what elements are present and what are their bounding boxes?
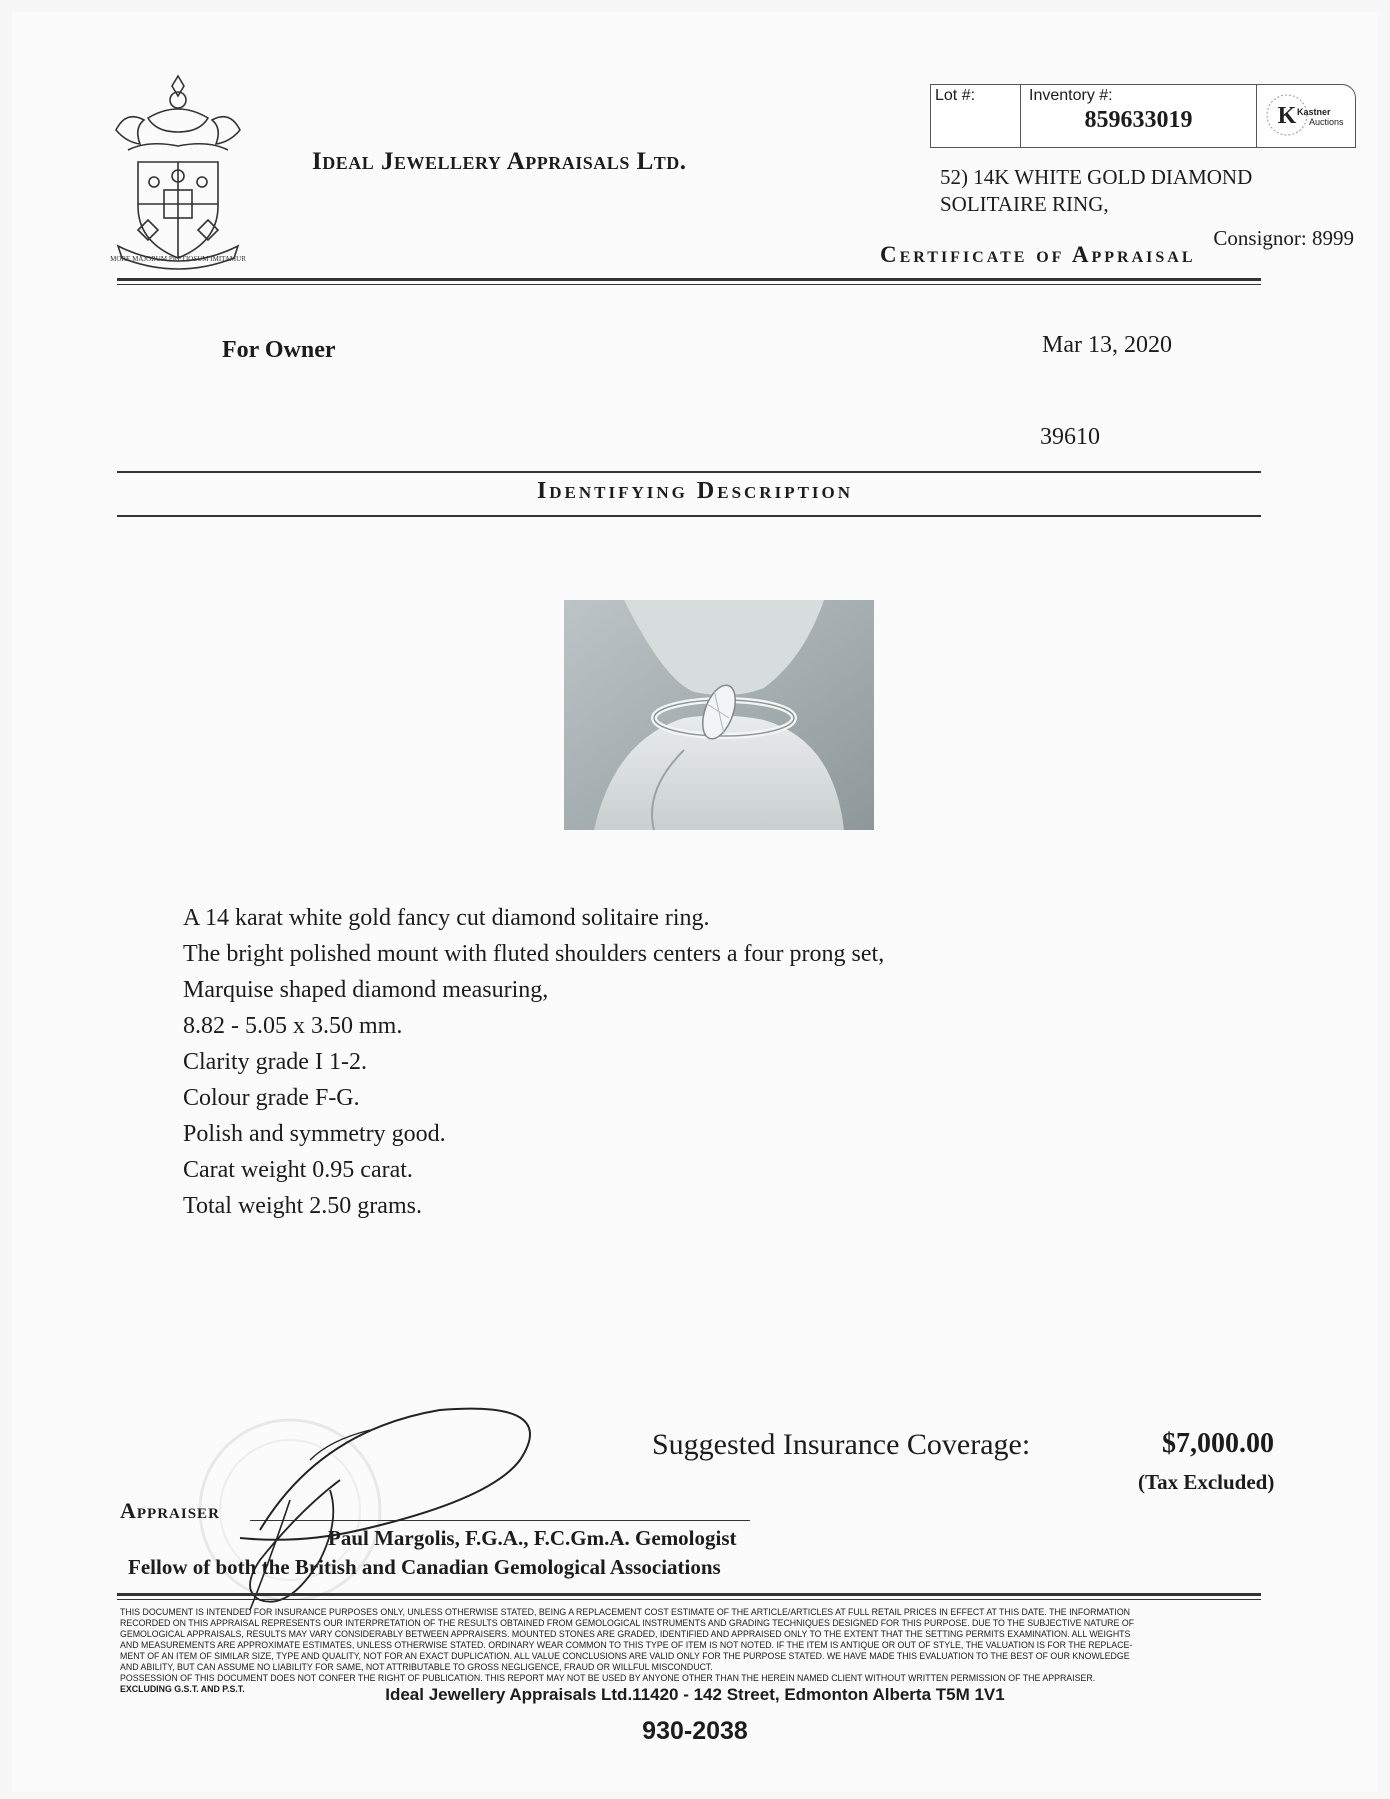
lot-description-line: 52) 14K WHITE GOLD DIAMOND xyxy=(940,165,1253,189)
logo-text-auctions: Auctions xyxy=(1309,117,1344,127)
description-line: A 14 karat white gold fancy cut diamond solitaire ring. xyxy=(183,905,710,931)
description-line: 8.82 - 5.05 x 3.50 mm. xyxy=(183,1013,403,1039)
disclaimer-tax-line: EXCLUDING G.S.T. AND P.S.T. xyxy=(120,1684,245,1694)
consignor-number: Consignor: 8999 xyxy=(1213,226,1354,250)
description-line: Carat weight 0.95 carat. xyxy=(183,1157,413,1183)
footer-address: Ideal Jewellery Appraisals Ltd.11420 - 142 Street, Edmonton Alberta T5M 1V1 xyxy=(385,1685,1005,1704)
disclaimer-line: RECORDED ON THIS APPRAISAL REPRESENTS OUR INTERPRETATION OF THE RESULTS OBTAINED FROM GEMOLOGICAL INSTRUMENTS AND GRADING TECHNIQUES DESIGNED FOR THIS PURPOSE. DUE TO THE SUBJECTIVE NATURE OF xyxy=(120,1618,1135,1628)
logo-initial: K xyxy=(1277,103,1297,129)
description-line: Marquise shaped diamond measuring, xyxy=(183,977,549,1003)
description-line: Polish and symmetry good. xyxy=(183,1121,446,1147)
footer-phone: 930-2038 xyxy=(642,1717,748,1745)
auction-label-box xyxy=(930,84,1356,148)
disclaimer-line: AND MEASUREMENTS ARE APPROXIMATE ESTIMATES, UNLESS OTHERWISE STATED. ORDINARY WEAR COMMON TO THIS TYPE OF ITEM IS NOT NOTED. IF THE ITEM IS ANTIQUE OR OUT OF STYLE, THE VALUATION IS FOR THE REPLACE- xyxy=(120,1640,1133,1650)
description-line: Colour grade F-G. xyxy=(183,1085,360,1111)
appraiser-signature xyxy=(200,1380,640,1620)
disclaimer-line: POSSESSION OF THIS DOCUMENT DOES NOT CONFER THE RIGHT OF PUBLICATION. THIS REPORT MAY NOT BE USED BY ANYONE OTHER THAN THE HEREIN NAMED CLIENT WITHOUT WRITTEN PERMISSION OF THE APPRAISER. xyxy=(120,1673,1096,1683)
appraiser-name: Paul Margolis, F.G.A., F.C.Gm.A. Gemologist xyxy=(328,1526,737,1550)
disclaimer-line: AND ABILITY, BUT CAN ASSUME NO LIABILITY FOR SAME, NOT ATTRIBUTABLE TO GROSS NEGLIGENCE, FRAUD OR WILLFUL MISCONDUCT. xyxy=(120,1662,713,1672)
appraiser-fellowship: Fellow of both the British and Canadian Gemological Associations xyxy=(128,1555,721,1579)
identifying-description xyxy=(183,900,884,1224)
footer-divider xyxy=(117,1593,1261,1600)
appraisal-number: 39610 xyxy=(1040,424,1100,450)
header-divider xyxy=(117,278,1261,285)
legal-disclaimer xyxy=(120,1607,1270,1695)
insurance-coverage-value: $7,000.00 xyxy=(1162,1428,1274,1459)
disclaimer-line: THIS DOCUMENT IS INTENDED FOR INSURANCE PURPOSES ONLY, UNLESS OTHERWISE STATED, BEING A REPLACEMENT COST ESTIMATE OF THE ARTICLE/ARTICLES AT FULL RETAIL PRICES IN EFFECT AT THIS DATE. THE INFORMATION xyxy=(120,1607,1131,1617)
coat-of-arms-logo xyxy=(108,70,248,270)
logo-text-kastner: Kastner xyxy=(1297,107,1331,117)
section-divider-bottom xyxy=(117,515,1261,517)
inventory-number: 859633019 xyxy=(1084,107,1193,133)
auction-label xyxy=(930,84,1354,260)
inventory-label: Inventory #: xyxy=(1029,87,1113,104)
crest-motto: MORE MAJORUM PRETIOSUM IMITAMUR xyxy=(110,255,246,263)
ring-photo xyxy=(564,600,874,830)
owner-label: For Owner xyxy=(222,337,336,363)
company-name: Ideal Jewellery Appraisals Ltd. xyxy=(312,148,687,175)
description-line: Total weight 2.50 grams. xyxy=(183,1193,422,1219)
tax-excluded-note: (Tax Excluded) xyxy=(1138,1470,1275,1494)
section-title: Identifying Description xyxy=(536,478,854,504)
lot-description xyxy=(940,164,1252,218)
description-line: The bright polished mount with fluted shoulders centers a four prong set, xyxy=(183,941,885,967)
appraisal-date: Mar 13, 2020 xyxy=(1042,332,1172,358)
lot-description-line: SOLITAIRE RING, xyxy=(940,192,1109,216)
disclaimer-line: GEMOLOGICAL APPRAISALS, RESULTS MAY VARY CONSIDERABLY BETWEEN APPRAISERS. MOUNTED STONES ARE GRADED, IDENTIFIED AND APPRAISED ONLY TO THE EXTENT THAT THE SETTING PERMITS EXAMINATION. ALL WEIGHTS xyxy=(120,1629,1131,1639)
lot-number-label: Lot #: xyxy=(931,85,1021,147)
certificate-title: Certificate of Appraisal xyxy=(880,242,1196,267)
inventory-cell xyxy=(1021,85,1257,147)
appraiser-label: Appraiser xyxy=(120,1498,220,1523)
description-line: Clarity grade I 1-2. xyxy=(183,1049,367,1075)
section-divider-top xyxy=(117,471,1261,473)
insurance-coverage-label: Suggested Insurance Coverage: xyxy=(652,1428,1031,1461)
kastner-auctions-logo xyxy=(1257,85,1355,147)
disclaimer-line: MENT OF AN ITEM OF SIMILAR SIZE, TYPE AND QUALITY, NOT FOR AN EXACT DUPLICATION. ALL VALUE CONCLUSIONS ARE VALID ONLY FOR THE PURPOSE STATED. WE HAVE MADE THIS EVALUATION TO THE BEST OF OUR KNOWLEDGE xyxy=(120,1651,1130,1661)
